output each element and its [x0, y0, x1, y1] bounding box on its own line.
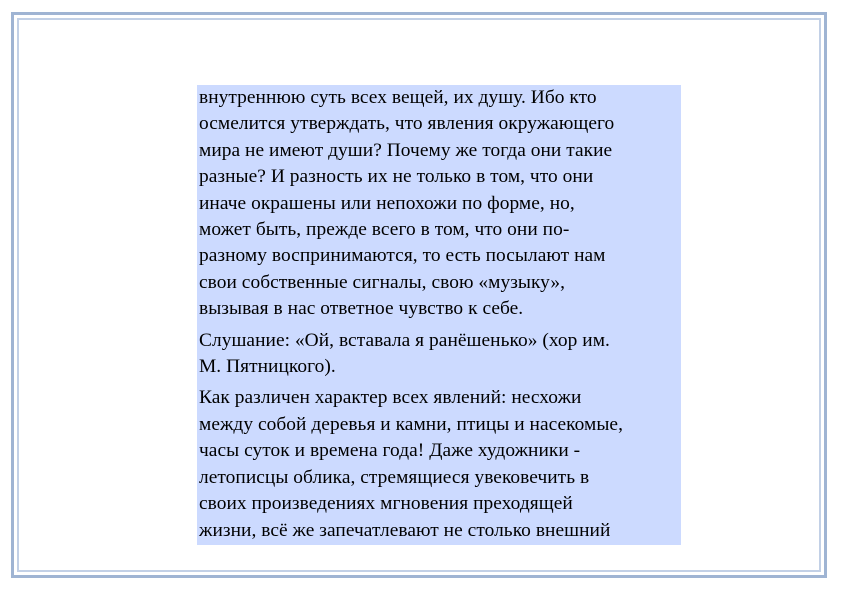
text-line: вызывая в нас ответное чувство к себе. — [199, 298, 524, 320]
text-line: внутреннюю суть всех вещей, их душу. Ибо кто — [199, 87, 597, 108]
text-line: жизни, всё же запечатлевают не столько внешний — [199, 519, 611, 541]
text-block — [197, 85, 681, 545]
text-line: разные? И разность их не только в том, что они — [199, 166, 594, 188]
text-line: Как различен характер всех явлений: несхожи — [199, 387, 582, 409]
text-line: мира не имеют души? Почему же тогда они такие — [199, 139, 613, 161]
text-line: часы суток и времена года! Даже художники - — [199, 440, 581, 462]
text-line: М. Пятницкого). — [199, 356, 336, 378]
text-line: свои собственные сигналы, свою «музыку», — [199, 271, 566, 293]
text-line: осмелится утверждать, что явления окружающего — [199, 113, 615, 135]
paragraph-2 — [199, 328, 677, 381]
paragraph-3 — [199, 385, 677, 543]
text-line: между собой деревья и камни, птицы и насекомые, — [199, 413, 623, 435]
text-line: разному воспринимаются, то есть посылают нам — [199, 245, 606, 267]
paragraph-1 — [199, 85, 677, 323]
text-line: своих произведениях мгновения преходящей — [199, 493, 573, 515]
text-line: может быть, прежде всего в том, что они по- — [199, 219, 570, 241]
text-line: иначе окрашены или непохожи по форме, но, — [199, 192, 575, 214]
text-line: летописцы облика, стремящиеся увековечить в — [199, 466, 590, 488]
text-line: Слушание: «Ой, вставала я ранёшенько» (хор им. — [199, 329, 610, 351]
